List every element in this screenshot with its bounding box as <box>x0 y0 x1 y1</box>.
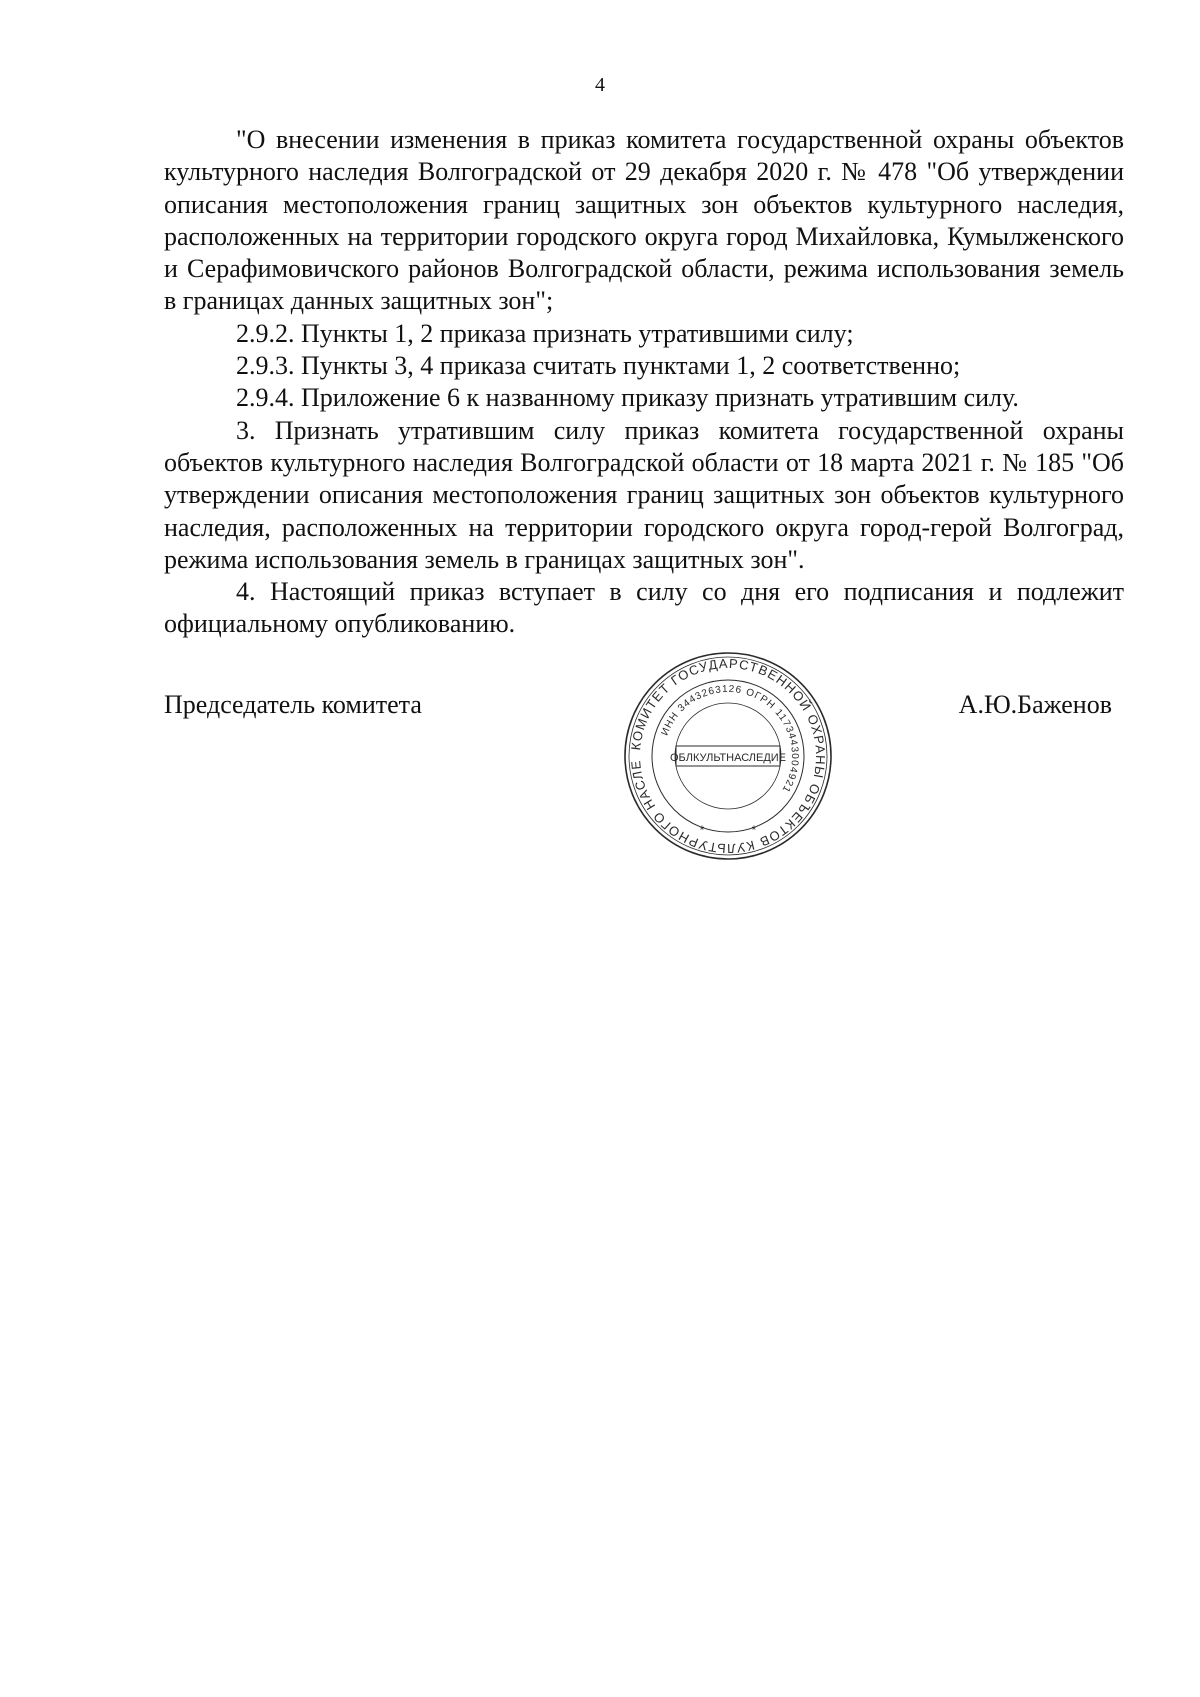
seal-center-text: ОБЛКУЛЬТНАСЛЕДИЕ <box>669 752 787 764</box>
paragraph-2-9-3: 2.9.3. Пункты 3, 4 приказа считать пунктами 1, 2 соответственно; <box>236 351 961 381</box>
paragraph-3: 3. Признать утратившим силу приказ комитета государственной охраны объектов культурного наследия Волгоградской области от 18 марта 2021 г. № 185 "Об утверждении описания местоположения границ защитных зон объектов культурного наследия, расположенных на территории городского округа город-герой Волгоград, режима использования земель в границах защитных зон". <box>164 415 1124 574</box>
document-body <box>164 124 1124 641</box>
seal-inner-text: ИНН 3443263126 ОГРН 1173443004921 <box>659 683 801 795</box>
official-seal <box>622 650 834 862</box>
seal-star-left-icon: * <box>699 823 705 837</box>
signatory-name: А.Ю.Баженов <box>958 690 1112 719</box>
signatory-title: Председатель комитета <box>164 690 422 719</box>
seal-star-right-icon: * <box>751 823 757 837</box>
seal-graphic <box>622 650 834 862</box>
paragraph-4: 4. Настоящий приказ вступает в силу со дня его подписания и подлежит официальному опубликованию. <box>164 577 1124 639</box>
paragraph-2-9-2: 2.9.2. Пункты 1, 2 приказа признать утратившими силу; <box>236 318 854 348</box>
paragraph-2-9-4: 2.9.4. Приложение 6 к названному приказу признать утратившим силу. <box>236 383 1019 413</box>
seal-outer-text: КОМИТЕТ ГОСУДАРСТВЕННОЙ ОХРАНЫ ОБЪЕКТОВ КУЛЬТУРНОГО НАСЛЕ <box>627 655 829 857</box>
page-number: 4 <box>595 74 605 96</box>
paragraph-order-title: "О внесении изменения в приказ комитета государственной охраны объектов культурного наследия Волгоградской от 29 декабря 2020 г. № 478 "Об утверждении описания местоположения границ защитных зон объектов культурного наследия, расположенных на территории городского округа город Михайловка, Кумылженского и Серафимовичского районов Волгоградской области, режима использования земель в границах данных защитных зон"; <box>164 125 1124 316</box>
